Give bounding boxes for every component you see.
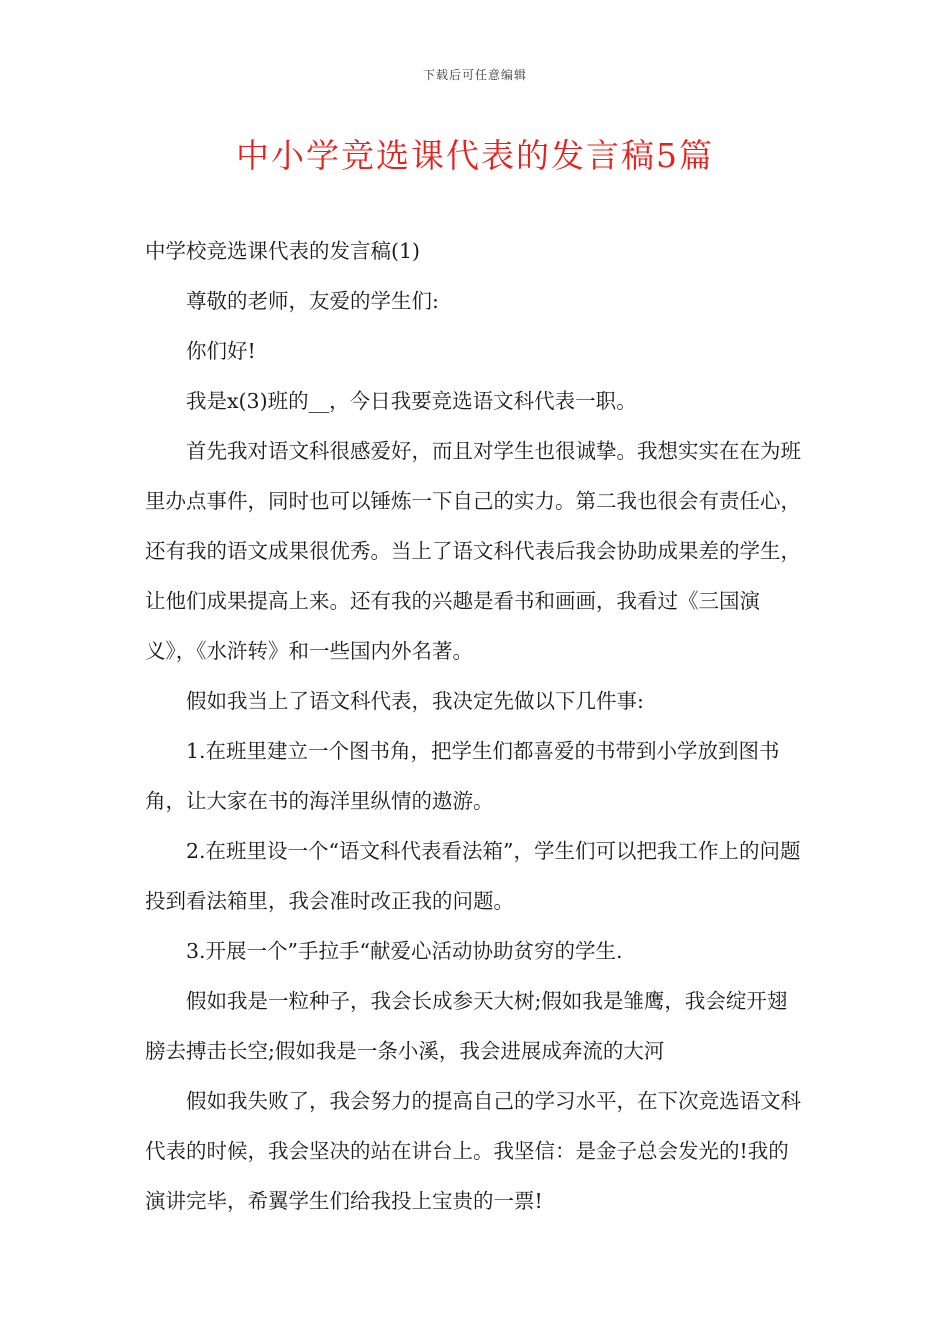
paragraph-greeting: 尊敬的老师，友爱的学生们: <box>186 289 439 313</box>
section-heading: 中学校竞选课代表的发言稿(1) <box>145 239 421 263</box>
paragraph-plan-3: 3.开展一个”手拉手“献爱心活动协助贫穷的学生. <box>186 939 623 963</box>
paragraph-plan-2: 2.在班里设一个“语文科代表看法箱”，学生们可以把我工作上的问题投到看法箱里，我会准时改正我的问题。 <box>145 839 801 913</box>
paragraph-plan-1: 1.在班里建立一个图书角，把学生们都喜爱的书带到小学放到图书角，让大家在书的海洋里纵情的遨游。 <box>145 739 780 813</box>
paragraph-hello: 你们好! <box>186 339 256 363</box>
paragraph-closing: 假如我失败了，我会努力的提高自己的学习水平，在下次竞选语文科代表的时候，我会坚决的站在讲台上。我坚信：是金子总会发光的!我的演讲完毕，希翼学生们给我投上宝贵的一票! <box>145 1089 801 1213</box>
paragraph-intro: 我是x(3)班的__，今日我要竞选语文科代表一职。 <box>186 389 637 413</box>
document-body <box>145 226 807 1226</box>
header-note: 下载后可任意编辑 <box>422 68 527 82</box>
paragraph-metaphor: 假如我是一粒种子，我会长成参天大树;假如我是雏鹰，我会绽开翅膀去搏击长空;假如我是一条小溪，我会进展成奔流的大河 <box>145 989 788 1063</box>
paragraph-plan-intro: 假如我当上了语文科代表，我决定先做以下几件事: <box>186 689 644 713</box>
document-title: 中小学竞选课代表的发言稿5篇 <box>236 136 714 175</box>
paragraph-reasons: 首先我对语文科很感爱好，而且对学生也很诚挚。我想实实在在为班里办点事件，同时也可以锤炼一下自己的实力。第二我也很会有责任心，还有我的语文成果很优秀。当上了语文科代表后我会协助成果差的学生，让他们成果提高上来。还有我的兴趣是看书和画画，我看过《三国演义》，《水浒转》和一些国内外名著。 <box>145 439 801 663</box>
